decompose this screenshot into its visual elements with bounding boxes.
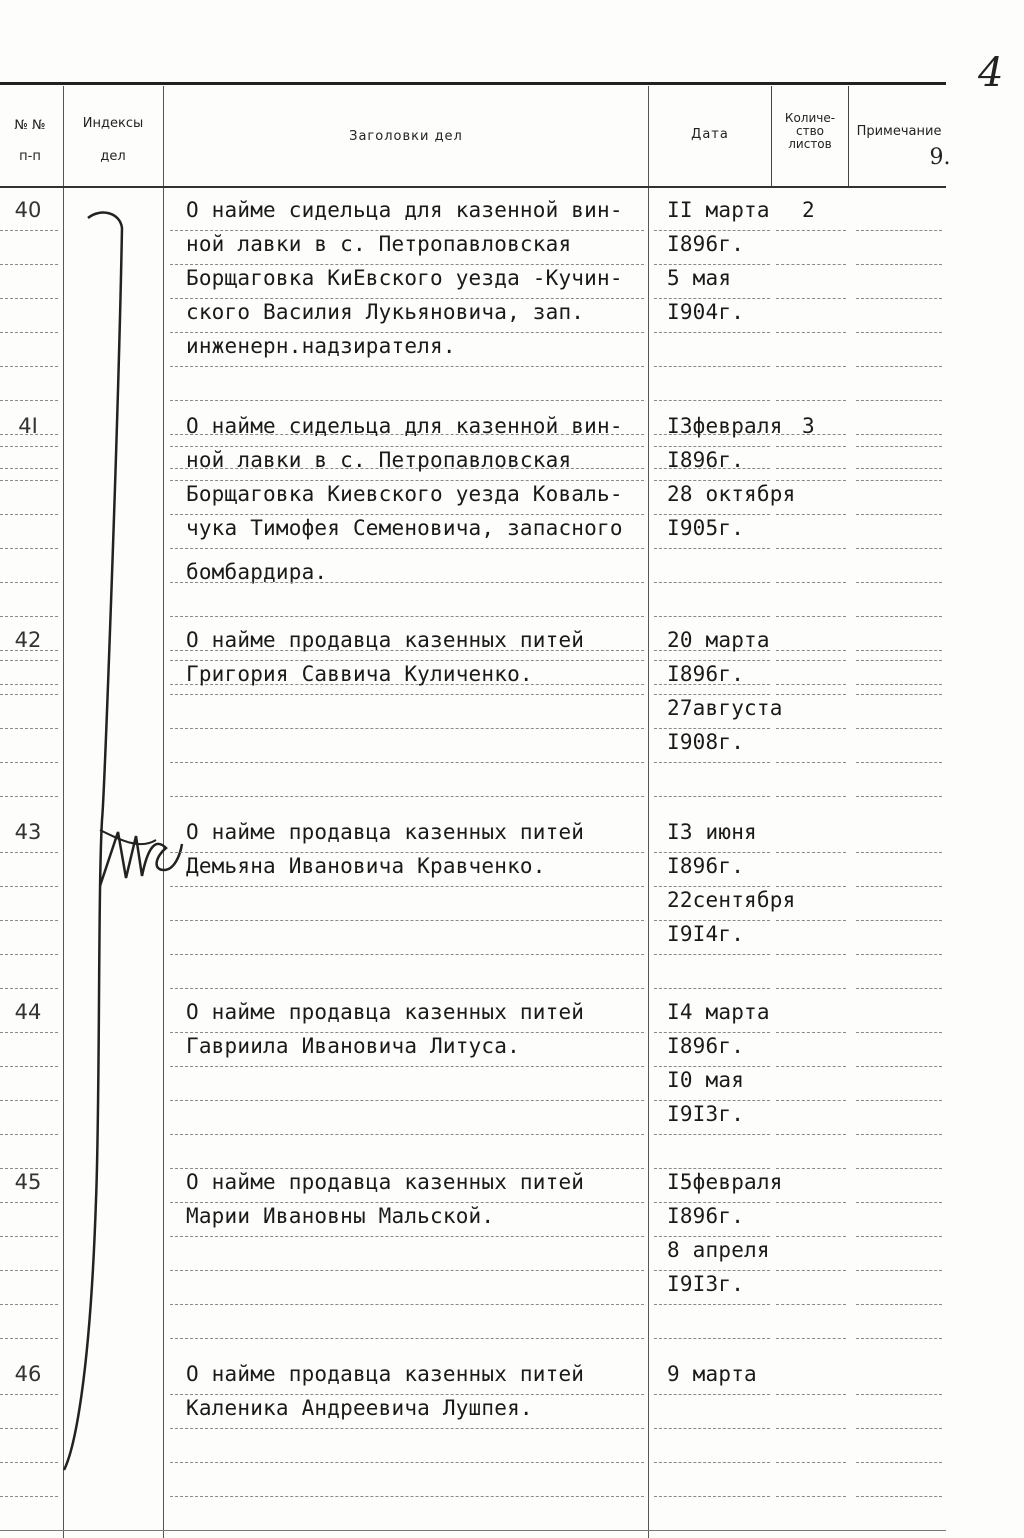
row-rule bbox=[0, 230, 58, 231]
row-rule bbox=[0, 920, 58, 921]
row-rule bbox=[654, 1236, 770, 1237]
case-date-line: 9 марта bbox=[667, 1362, 757, 1386]
header-number bbox=[0, 118, 60, 164]
row-rule bbox=[170, 988, 644, 989]
entry-number: 4I bbox=[18, 414, 38, 438]
row-rule bbox=[856, 650, 942, 651]
entry-number: 44 bbox=[14, 1000, 42, 1024]
row-rule bbox=[0, 852, 58, 853]
row-rule bbox=[0, 1338, 58, 1339]
row-rule bbox=[170, 480, 644, 481]
row-rule bbox=[776, 920, 846, 921]
row-rule bbox=[0, 886, 58, 887]
case-date-line: I0 мая bbox=[667, 1068, 745, 1092]
case-title-line: Григория Саввича Куличенко. bbox=[186, 662, 533, 686]
case-title-line: Борщаговка КиЕвского уезда -Кучин- bbox=[186, 266, 623, 290]
row-rule bbox=[856, 920, 942, 921]
row-rule bbox=[170, 1066, 644, 1067]
case-date-line: I896г. bbox=[667, 448, 745, 472]
row-rule bbox=[654, 886, 770, 887]
row-rule bbox=[654, 1168, 770, 1169]
case-date-line: I9I3г. bbox=[667, 1272, 745, 1296]
row-rule bbox=[0, 264, 58, 265]
row-rule bbox=[170, 1202, 644, 1203]
row-rule bbox=[170, 1168, 644, 1169]
row-rule bbox=[0, 480, 58, 481]
row-rule bbox=[170, 728, 644, 729]
case-title-line: О найме сидельца для казенной вин- bbox=[186, 414, 623, 438]
row-rule bbox=[776, 548, 846, 549]
row-rule bbox=[654, 852, 770, 853]
row-rule bbox=[654, 332, 770, 333]
row-rule bbox=[776, 660, 846, 661]
row-rule bbox=[0, 1168, 58, 1169]
row-rule bbox=[654, 1304, 770, 1305]
row-rule bbox=[0, 954, 58, 955]
case-date-line: 22сентября bbox=[667, 888, 796, 912]
row-rule bbox=[856, 954, 942, 955]
row-rule bbox=[0, 1496, 58, 1497]
row-rule bbox=[856, 230, 942, 231]
row-rule bbox=[170, 616, 644, 617]
row-rule bbox=[0, 1394, 58, 1395]
entry-number: 45 bbox=[14, 1170, 42, 1194]
case-date-line: I905г. bbox=[667, 516, 745, 540]
row-rule bbox=[654, 480, 770, 481]
case-date-line: I3 июня bbox=[667, 820, 757, 844]
header-number-line: п-п bbox=[19, 149, 41, 164]
row-rule bbox=[654, 762, 770, 763]
row-rule bbox=[654, 1202, 770, 1203]
row-rule bbox=[856, 660, 942, 661]
row-rule bbox=[170, 920, 644, 921]
row-rule bbox=[654, 796, 770, 797]
row-rule bbox=[170, 1496, 644, 1497]
row-rule bbox=[170, 264, 644, 265]
row-rule bbox=[170, 796, 644, 797]
row-rule bbox=[0, 446, 58, 447]
case-title-line: ной лавки в с. Петропавловская bbox=[186, 232, 572, 256]
row-rule bbox=[654, 920, 770, 921]
row-rule bbox=[654, 1134, 770, 1135]
row-rule bbox=[776, 1338, 846, 1339]
row-rule bbox=[856, 728, 942, 729]
row-rule bbox=[776, 1270, 846, 1271]
header-sheets-line: листов bbox=[788, 137, 832, 151]
row-rule bbox=[856, 1428, 942, 1429]
row-rule bbox=[776, 616, 846, 617]
sheet-count: 2 bbox=[802, 198, 815, 222]
header-date: Дата bbox=[691, 127, 729, 142]
row-rule bbox=[856, 1168, 942, 1169]
row-rule bbox=[0, 694, 58, 695]
header-index-line: Индексы bbox=[82, 116, 144, 131]
row-rule bbox=[856, 1134, 942, 1135]
row-rule bbox=[776, 332, 846, 333]
header-index-line: дел bbox=[100, 149, 126, 164]
row-rule bbox=[856, 1032, 942, 1033]
row-rule bbox=[776, 988, 846, 989]
row-rule bbox=[776, 1462, 846, 1463]
case-date-line: 8 апреля bbox=[667, 1238, 770, 1262]
row-rule bbox=[654, 1100, 770, 1101]
row-rule bbox=[856, 434, 942, 435]
row-rule bbox=[776, 796, 846, 797]
case-title-line: бомбардира. bbox=[186, 560, 328, 584]
row-rule bbox=[170, 1304, 644, 1305]
row-rule bbox=[170, 886, 644, 887]
row-rule bbox=[0, 366, 58, 367]
row-rule bbox=[170, 1338, 644, 1339]
row-rule bbox=[776, 954, 846, 955]
row-rule bbox=[654, 1496, 770, 1497]
row-rule bbox=[170, 1270, 644, 1271]
row-rule bbox=[654, 298, 770, 299]
row-rule bbox=[776, 298, 846, 299]
case-title-line: О найме продавца казенных питей bbox=[186, 1170, 585, 1194]
row-rule bbox=[776, 230, 846, 231]
case-title-line: ского Василия Лукьяновича, зап. bbox=[186, 300, 585, 324]
row-rule bbox=[654, 582, 770, 583]
row-rule bbox=[0, 762, 58, 763]
row-rule bbox=[654, 446, 770, 447]
row-rule bbox=[0, 1032, 58, 1033]
case-title-line: ной лавки в с. Петропавловская bbox=[186, 448, 572, 472]
row-rule bbox=[0, 684, 58, 685]
row-rule bbox=[0, 1462, 58, 1463]
row-rule bbox=[654, 230, 770, 231]
row-rule bbox=[0, 660, 58, 661]
row-rule bbox=[654, 514, 770, 515]
row-rule bbox=[856, 616, 942, 617]
row-rule bbox=[856, 1338, 942, 1339]
row-rule bbox=[0, 468, 58, 469]
row-rule bbox=[0, 548, 58, 549]
row-rule bbox=[170, 660, 644, 661]
row-rule bbox=[856, 1202, 942, 1203]
case-title-line: Борщаговка Киевского уезда Коваль- bbox=[186, 482, 623, 506]
row-rule bbox=[654, 954, 770, 955]
row-rule bbox=[654, 366, 770, 367]
case-title-line: О найме продавца казенных питей bbox=[186, 1362, 585, 1386]
row-rule bbox=[776, 852, 846, 853]
header-number-line: № № bbox=[14, 118, 46, 133]
row-rule bbox=[856, 298, 942, 299]
row-rule bbox=[776, 1428, 846, 1429]
row-rule bbox=[0, 988, 58, 989]
row-rule bbox=[654, 1428, 770, 1429]
row-rule bbox=[654, 694, 770, 695]
row-rule bbox=[776, 446, 846, 447]
entry-number: 40 bbox=[14, 198, 42, 222]
row-rule bbox=[0, 728, 58, 729]
case-date-line: 20 марта bbox=[667, 628, 770, 652]
row-rule bbox=[654, 1066, 770, 1067]
row-rule bbox=[856, 480, 942, 481]
row-rule bbox=[776, 1168, 846, 1169]
header-note: Примечание bbox=[856, 124, 942, 139]
row-rule bbox=[0, 298, 58, 299]
row-rule bbox=[0, 514, 58, 515]
row-rule bbox=[776, 886, 846, 887]
case-title-line: О найме продавца казенных питей bbox=[186, 628, 585, 652]
header-index bbox=[64, 116, 162, 164]
case-date-line: I896г. bbox=[667, 232, 745, 256]
case-date-line: I896г. bbox=[667, 854, 745, 878]
entry-number: 46 bbox=[14, 1362, 42, 1386]
page-number: 4 bbox=[978, 50, 1004, 96]
row-rule bbox=[654, 1338, 770, 1339]
row-rule bbox=[776, 1236, 846, 1237]
row-rule bbox=[654, 728, 770, 729]
row-rule bbox=[170, 1428, 644, 1429]
row-rule bbox=[856, 1270, 942, 1271]
row-rule bbox=[776, 762, 846, 763]
row-rule bbox=[654, 988, 770, 989]
row-rule bbox=[0, 1270, 58, 1271]
header-note-number: 9. bbox=[929, 145, 951, 170]
row-rule bbox=[776, 582, 846, 583]
case-title-line: О найме сидельца для казенной вин- bbox=[186, 198, 623, 222]
row-rule bbox=[776, 1394, 846, 1395]
row-rule bbox=[170, 1236, 644, 1237]
case-title-line: О найме продавца казенных питей bbox=[186, 1000, 585, 1024]
row-rule bbox=[170, 1134, 644, 1135]
row-rule bbox=[0, 1236, 58, 1237]
row-rule bbox=[0, 332, 58, 333]
case-title-line: Каленика Андреевича Лушпея. bbox=[186, 1396, 533, 1420]
row-rule bbox=[856, 514, 942, 515]
row-rule bbox=[856, 684, 942, 685]
row-rule bbox=[170, 332, 644, 333]
row-rule bbox=[856, 988, 942, 989]
row-rule bbox=[170, 852, 644, 853]
row-rule bbox=[856, 1496, 942, 1497]
row-rule bbox=[0, 582, 58, 583]
row-rule bbox=[0, 1530, 946, 1531]
case-date-line: I9I3г. bbox=[667, 1102, 745, 1126]
case-date-line: 27августа bbox=[667, 696, 783, 720]
row-rule bbox=[856, 400, 942, 401]
header-sheets-line: Количе- bbox=[784, 111, 836, 125]
row-rule bbox=[0, 616, 58, 617]
case-title-line: чука Тимофея Семеновича, запасного bbox=[186, 516, 623, 540]
row-rule bbox=[856, 852, 942, 853]
row-rule bbox=[856, 366, 942, 367]
case-date-line: I896г. bbox=[667, 662, 745, 686]
case-date-line: I5февраля bbox=[667, 1170, 783, 1194]
row-rule bbox=[0, 1134, 58, 1135]
header-sheets-line: ство bbox=[795, 124, 824, 138]
row-rule bbox=[776, 400, 846, 401]
row-rule bbox=[776, 514, 846, 515]
row-rule bbox=[776, 1134, 846, 1135]
row-rule bbox=[170, 230, 644, 231]
row-rule bbox=[856, 886, 942, 887]
row-rule bbox=[170, 1100, 644, 1101]
column-divider bbox=[648, 86, 649, 1538]
case-date-line: 28 октября bbox=[667, 482, 796, 506]
row-rule bbox=[776, 1496, 846, 1497]
case-date-line: I908г. bbox=[667, 730, 745, 754]
row-rule bbox=[856, 796, 942, 797]
row-rule bbox=[170, 1032, 644, 1033]
row-rule bbox=[0, 1066, 58, 1067]
row-rule bbox=[776, 1032, 846, 1033]
row-rule bbox=[856, 582, 942, 583]
top-rule bbox=[0, 82, 946, 85]
case-date-line: 5 мая bbox=[667, 266, 732, 290]
row-rule bbox=[170, 298, 644, 299]
row-rule bbox=[856, 694, 942, 695]
row-rule bbox=[856, 1462, 942, 1463]
row-rule bbox=[856, 548, 942, 549]
row-rule bbox=[654, 400, 770, 401]
row-rule bbox=[170, 1394, 644, 1395]
row-rule bbox=[776, 468, 846, 469]
case-date-line: II марта bbox=[667, 198, 770, 222]
row-rule bbox=[0, 400, 58, 401]
row-rule bbox=[170, 366, 644, 367]
row-rule bbox=[776, 1304, 846, 1305]
header-title: Заголовки дел bbox=[349, 129, 463, 144]
row-rule bbox=[856, 1066, 942, 1067]
row-rule bbox=[170, 762, 644, 763]
row-rule bbox=[170, 548, 644, 549]
case-title-line: Гавриила Ивановича Литуса. bbox=[186, 1034, 520, 1058]
row-rule bbox=[856, 332, 942, 333]
case-date-line: I4 марта bbox=[667, 1000, 770, 1024]
row-rule bbox=[856, 264, 942, 265]
case-title-line: Марии Ивановны Мальской. bbox=[186, 1204, 495, 1228]
row-rule bbox=[0, 1428, 58, 1429]
row-rule bbox=[776, 264, 846, 265]
row-rule bbox=[170, 400, 644, 401]
row-rule bbox=[170, 582, 644, 583]
entry-number: 42 bbox=[14, 628, 42, 652]
row-rule bbox=[170, 1462, 644, 1463]
header-sheets bbox=[772, 112, 848, 151]
case-title-line: инженерн.надзирателя. bbox=[186, 334, 456, 358]
row-rule bbox=[654, 1394, 770, 1395]
row-rule bbox=[776, 1202, 846, 1203]
row-rule bbox=[654, 1462, 770, 1463]
row-rule bbox=[0, 1202, 58, 1203]
row-rule bbox=[654, 1032, 770, 1033]
entry-number: 43 bbox=[14, 820, 42, 844]
row-rule bbox=[856, 446, 942, 447]
row-rule bbox=[170, 514, 644, 515]
row-rule bbox=[776, 480, 846, 481]
case-title-line: Демьяна Ивановича Кравченко. bbox=[186, 854, 546, 878]
row-rule bbox=[856, 1394, 942, 1395]
row-rule bbox=[654, 548, 770, 549]
row-rule bbox=[856, 762, 942, 763]
row-rule bbox=[654, 264, 770, 265]
row-rule bbox=[654, 616, 770, 617]
row-rule bbox=[170, 694, 644, 695]
row-rule bbox=[776, 1066, 846, 1067]
row-rule bbox=[776, 1100, 846, 1101]
case-title-line: О найме продавца казенных питей bbox=[186, 820, 585, 844]
case-date-line: I904г. bbox=[667, 300, 745, 324]
row-rule bbox=[856, 1236, 942, 1237]
case-date-line: I3февраля bbox=[667, 414, 783, 438]
row-rule bbox=[776, 684, 846, 685]
row-rule bbox=[170, 954, 644, 955]
row-rule bbox=[0, 1100, 58, 1101]
header-bottom-rule bbox=[0, 186, 946, 188]
row-rule bbox=[170, 446, 644, 447]
row-rule bbox=[776, 650, 846, 651]
row-rule bbox=[0, 796, 58, 797]
sheet-count: 3 bbox=[802, 414, 815, 438]
row-rule bbox=[856, 1100, 942, 1101]
case-date-line: I896г. bbox=[667, 1204, 745, 1228]
row-rule bbox=[776, 366, 846, 367]
case-date-line: I9I4г. bbox=[667, 922, 745, 946]
row-rule bbox=[856, 1304, 942, 1305]
row-rule bbox=[856, 468, 942, 469]
row-rule bbox=[776, 694, 846, 695]
row-rule bbox=[776, 728, 846, 729]
case-date-line: I896г. bbox=[667, 1034, 745, 1058]
row-rule bbox=[654, 660, 770, 661]
row-rule bbox=[654, 1270, 770, 1271]
row-rule bbox=[0, 1304, 58, 1305]
